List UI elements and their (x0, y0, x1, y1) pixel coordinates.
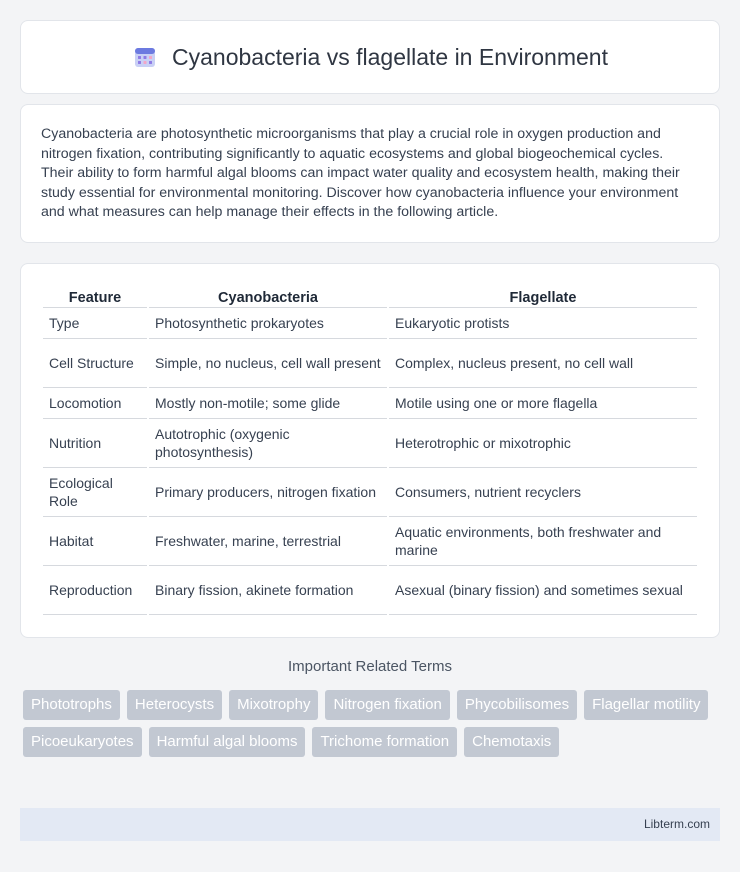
document-list-icon (132, 44, 158, 70)
intro-text: Cyanobacteria are photosynthetic microorganisms that play a crucial role in oxygen production and nitrogen fixation, contributing significantly to aquatic ecosystems and global biogeochemical cycles. Their ability to form harmful algal blooms can impact water quality and ecosystem health, making their study essential for environmental monitoring. Discover how cyanobacteria influence your environment and what measures can help manage their effects in the following article. (41, 126, 680, 221)
tag-trichome-formation[interactable]: Trichome formation (312, 727, 457, 757)
table-cell: Autotrophic (oxygenic photosynthesis) (149, 419, 387, 468)
table-cell: Reproduction (43, 566, 147, 615)
table-cell: Motile using one or more flagella (389, 388, 697, 419)
tag-chemotaxis[interactable]: Chemotaxis (464, 727, 559, 757)
table-cell: Type (43, 308, 147, 339)
title-card (20, 20, 720, 94)
table-cell: Complex, nucleus present, no cell wall (389, 339, 697, 388)
table-row (43, 468, 697, 517)
table-cell: Freshwater, marine, terrestrial (149, 517, 387, 566)
table-cell: Locomotion (43, 388, 147, 419)
table-row (43, 388, 697, 419)
tag-mixotrophy[interactable]: Mixotrophy (229, 690, 318, 720)
table-cell: Aquatic environments, both freshwater and marine (389, 517, 697, 566)
table-cell: Consumers, nutrient recyclers (389, 468, 697, 517)
table-cell: Ecological Role (43, 468, 147, 517)
table-header-row (43, 286, 697, 308)
table-row (43, 339, 697, 388)
table-cell: Nutrition (43, 419, 147, 468)
table-cell: Asexual (binary fission) and sometimes sexual (389, 566, 697, 615)
tag-phototrophs[interactable]: Phototrophs (23, 690, 120, 720)
column-header-feature: Feature (43, 286, 147, 308)
table-row (43, 308, 697, 339)
tag-nitrogen-fixation[interactable]: Nitrogen fixation (325, 690, 449, 720)
tag-picoeukaryotes[interactable]: Picoeukaryotes (23, 727, 142, 757)
tag-harmful-algal-blooms[interactable]: Harmful algal blooms (149, 727, 306, 757)
intro-card (20, 104, 720, 243)
page-title: Cyanobacteria vs flagellate in Environment (172, 43, 608, 70)
table-cell: Habitat (43, 517, 147, 566)
table-cell: Binary fission, akinete formation (149, 566, 387, 615)
table-row (43, 517, 697, 566)
table-cell: Primary producers, nitrogen fixation (149, 468, 387, 517)
comparison-table-card (20, 263, 720, 638)
comparison-table (41, 286, 699, 615)
table-cell: Photosynthetic prokaryotes (149, 308, 387, 339)
table-cell: Heterotrophic or mixotrophic (389, 419, 697, 468)
column-header-cyanobacteria: Cyanobacteria (149, 286, 387, 308)
related-terms-tags (23, 690, 723, 764)
table-row (43, 566, 697, 615)
tag-heterocysts[interactable]: Heterocysts (127, 690, 222, 720)
table-row (43, 419, 697, 468)
tag-phycobilisomes[interactable]: Phycobilisomes (457, 690, 577, 720)
footer-site-link[interactable]: Libterm.com (643, 817, 710, 831)
tag-flagellar-motility[interactable]: Flagellar motility (584, 690, 708, 720)
table-cell: Mostly non-motile; some glide (149, 388, 387, 419)
footer (20, 808, 720, 841)
column-header-flagellate: Flagellate (389, 286, 697, 308)
table-cell: Cell Structure (43, 339, 147, 388)
related-terms-title: Important Related Terms (288, 658, 452, 675)
table-cell: Eukaryotic protists (389, 308, 697, 339)
table-cell: Simple, no nucleus, cell wall present (149, 339, 387, 388)
